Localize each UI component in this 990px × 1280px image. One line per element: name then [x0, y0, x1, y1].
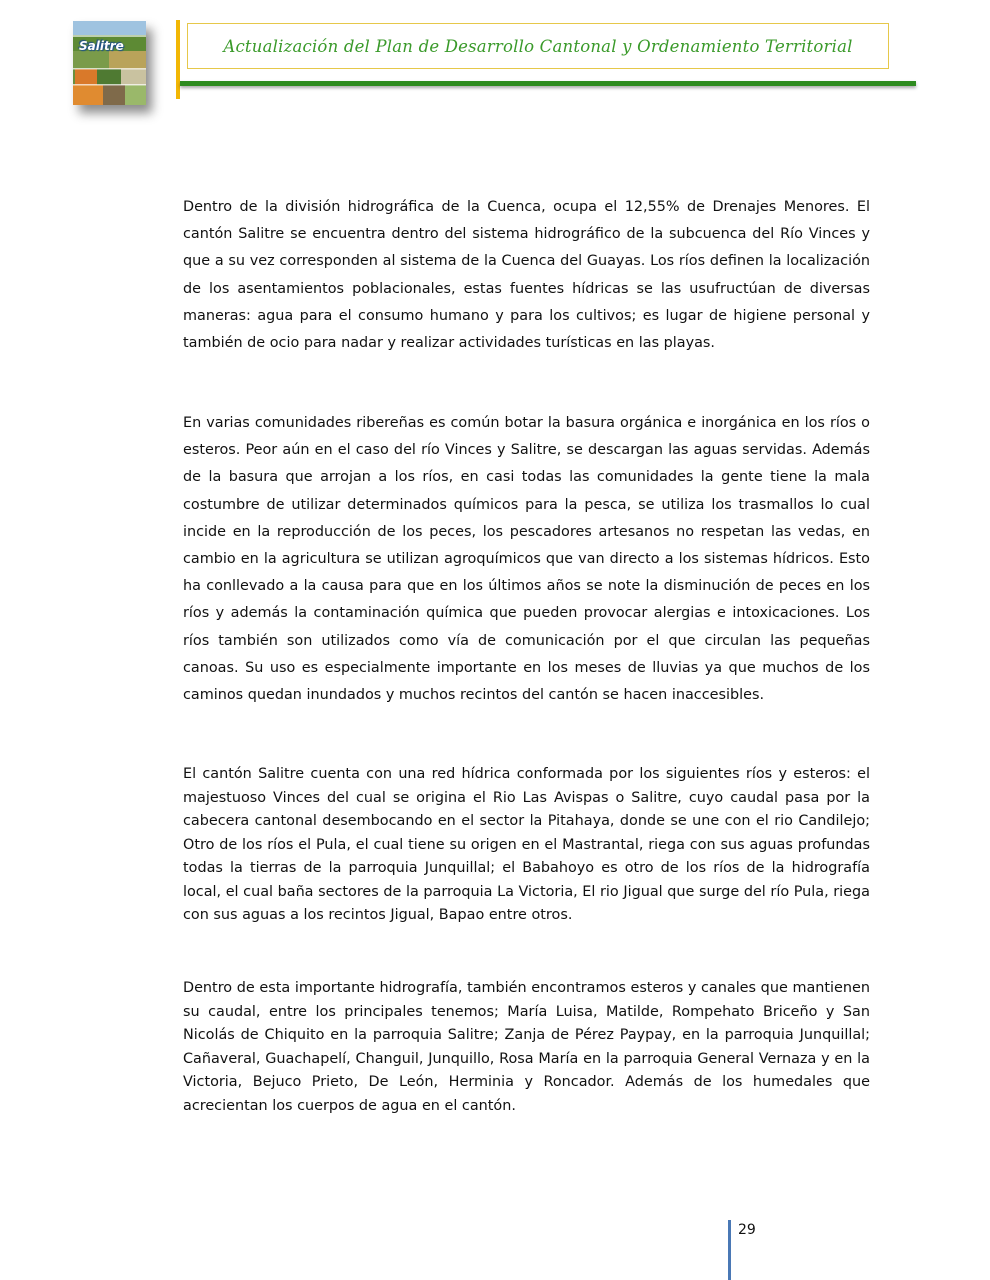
header-title-box: [187, 23, 889, 69]
logo-collage-image: [73, 21, 146, 105]
paragraph-2-block: [183, 410, 870, 709]
header-divider: [180, 81, 916, 86]
paragraph-3-block: [183, 763, 870, 928]
paragraph-1-block: [183, 194, 870, 357]
paragraph-1: Dentro de la división hidrográfica de la Cuenca, ocupa el 12,55% de Drenajes Menores. El cantón Salitre se encuentra dentro del sistema hidrográfico de la subcuenca del Río Vinces y que a su vez corresponden al sistema de la Cuenca del Guayas. Los ríos definen la localización de los asentamientos poblacionales, estas fuentes hídricas se las usufructúan de diversas maneras: agua para el consumo humano y para los cultivos; es lugar de higiene personal y también de ocio para nadar y realizar actividades turísticas en las playas.: [183, 199, 870, 352]
document-title: Actualización del Plan de Desarrollo Cantonal y Ordenamiento Territorial: [223, 36, 853, 56]
paragraph-2: En varias comunidades ribereñas es común botar la basura orgánica e inorgánica en los ríos o esteros. Peor aún en el caso del río Vinces y Salitre, se descargan las aguas servidas. Además de la basura que arrojan a los ríos, en casi todas las comunidades la gente tiene la mala costumbre de utilizar determinados químicos para la pesca, se utiliza los trasmallos lo cual incide en la reproducción de los peces, los pescadores artesanos no respetan las vedas, en cambio en la agricultura se utilizan agroquímicos que van directo a los sistemas hídricos. Esto ha conllevado a la causa para que en los últimos años se note la disminución de peces en los ríos y además la contaminación química que pueden provocar alergias e intoxicaciones. Los ríos también son utilizados como vía de comunicación por el que circulan las pequeñas canoas. Su uso es especialmente importante en los meses de lluvias ya que muchos de los caminos quedan inundados y muchos recintos del cantón se hacen inaccesibles.: [183, 415, 870, 704]
page-number: 29: [738, 1222, 756, 1238]
paragraph-3: El cantón Salitre cuenta con una red hídrica conformada por los siguientes ríos y esteros: el majestuoso Vinces del cual se origina el Rio Las Avispas o Salitre, cuyo caudal pasa por la cabecera cantonal desembocando en el sector la Pitahaya, donde se une con el rio Candilejo; Otro de los ríos el Pula, el cual tiene su origen en el Mastrantal, riega con sus aguas profundas todas la tierras de la parroquia Junquillal; el Babahoyo es otro de los ríos de la hidrografía local, el cual baña sectores de la parroquia La Victoria, El rio Jigual que surge del río Pula, riega con sus aguas a los recintos Jigual, Bapao entre otros.: [183, 766, 870, 923]
logo-label: Salitre: [79, 39, 124, 53]
header-accent-bar: [176, 20, 180, 99]
paragraph-4-block: [183, 977, 870, 1118]
salitre-logo: [73, 21, 146, 105]
footer-divider: [728, 1220, 731, 1280]
paragraph-4: Dentro de esta importante hidrografía, también encontramos esteros y canales que mantienen su caudal, entre los principales tenemos; María Luisa, Matilde, Rompehato Briceño y San Nicolás de Chiquito en la parroquia Salitre; Zanja de Pérez Paypay, en la parroquia Junquillal; Cañaveral, Guachapelí, Changuil, Junquillo, Rosa María en la parroquia General Vernaza y en la Victoria, Bejuco Prieto, De León, Herminia y Roncador. Además de los humedales que acrecientan los cuerpos de agua en el cantón.: [183, 980, 870, 1114]
